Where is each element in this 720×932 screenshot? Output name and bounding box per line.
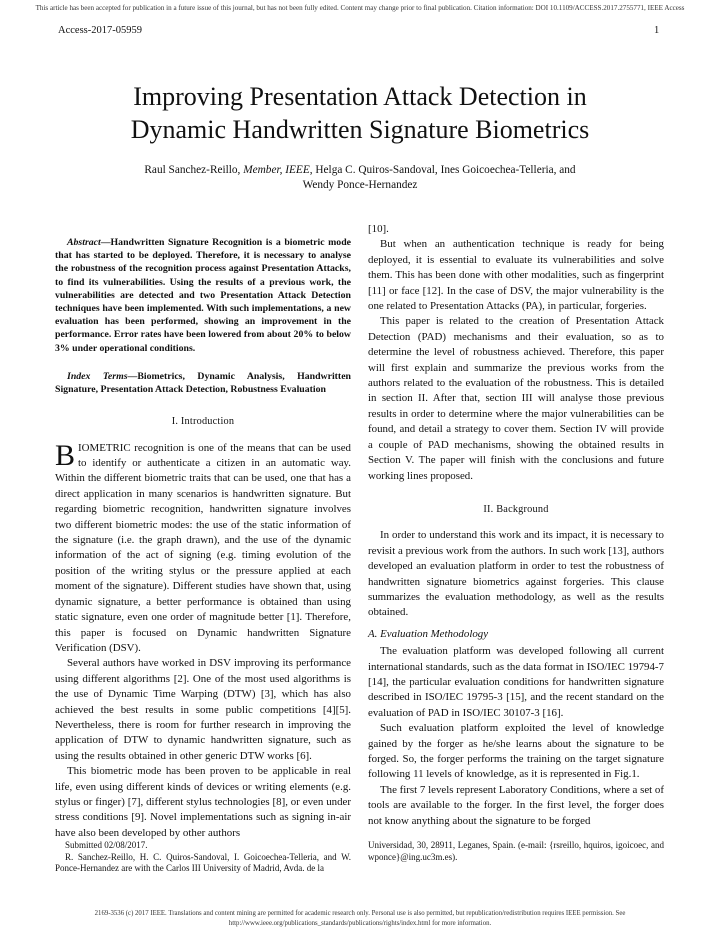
abstract <box>55 236 351 355</box>
authors-line-2: Wendy Ponce-Hernandez <box>302 179 418 191</box>
journal-status-note: This article has been accepted for publication in a future issue of this journal, but has not been fully edited. Content may change prior to final publication. Citation information: DOI 10.1109/ACCESS.2017.2755771, IEEE Access <box>35 4 685 12</box>
drop-cap: B <box>55 438 76 472</box>
intro-paragraph-3: This biometric mode has been proven to be applicable in real life, even using different kinds of devices or writing elements (e.g. stylus or finger) [7], different stylus technologies [8], or even under stress conditions [9]. Novel implementations such as signing in-air have also been developed by other authors <box>55 765 351 839</box>
authors-part-1: Raul Sanchez-Reillo, <box>144 164 244 176</box>
abstract-lead: Abstract <box>67 237 101 248</box>
intro-paragraph-4: But when an authentication technique is ready for being deployed, it is essential to evaluate its vulnerabilities and solve them. This has been done with other modalities, such as fingerprint [11] or face [12]. In the case of DSV, the major vulnerability is the one related to Presentation Attacks (PA), in particular, forgeries. <box>368 238 664 313</box>
author-list <box>80 163 640 193</box>
footnote-left <box>55 840 351 875</box>
subsection-heading-evaluation-methodology: A. Evaluation Methodology <box>368 627 489 640</box>
abstract-text: —Handwritten Signature Recognition is a biometric mode that has started to be deployed. Therefore, it is necessary to analyse the robustness of the recognition process against Presentation Attacks, to find its vulnerabilities. Using the results of a previous work, the vulnerabilities are detected and two Presentation Attack Detection techniques have been implemented. With such implementations, a new evaluation has been performed, showing an improvement in the performance. Error rates have been lowered from about 20% to below 3% under operational conditions. <box>55 237 351 354</box>
footnote-right <box>368 840 664 863</box>
author-affiliation-continued: Universidad, 30, 28911, Leganes, Spain. (e-mail: {rsreillo, hquiros, igoicoec, and wponce}@ing.uc3m.es). <box>368 840 664 862</box>
section-heading-introduction: I. Introduction <box>171 416 235 428</box>
page-number: 1 <box>654 25 660 36</box>
copyright-notice <box>0 909 720 929</box>
index-terms <box>55 370 351 396</box>
paper-title <box>60 80 660 146</box>
background-paragraph-4: The first 7 levels represent Laboratory Conditions, where a set of tools are available to the forger. In the first level, the forger does not know anything about the signature to be forged <box>368 783 664 827</box>
author-affiliation: R. Sanchez-Reillo, H. C. Quiros-Sandoval, I. Goicoechea-Telleria, and W. Ponce-Hernandez are with the Carlos III University of Madrid, Avda. de la <box>55 851 351 873</box>
author-membership: Member, IEEE <box>243 164 310 176</box>
title-line-2: Dynamic Handwritten Signature Biometrics <box>130 115 590 144</box>
intro-paragraph-1-text: IOMETRIC recognition is one of the means that can be used to identify or authenticate a citizen in an automatic way. Within the different biometric traits that can be used, one that has a direct application in many scenarios is handwritten signature. But regarding biometric recognition, handwritten signature involves two different biometric modes: the use of the static information of the signature (i.e. the graph drawn), and the use of the dynamic information of the act of signing (e.g. timing evolution of the position of the writing stylus or the pressure applied at each moment of the signature). Different studies have shown that, using dynamic signature, a better performance is obtained than using static signature, even one order of magnitude better [1]. Therefore, this paper is focused on Dynamic handwritten Signature Verification (DSV). <box>55 441 351 654</box>
copyright-line-1: 2169-3536 (c) 2017 IEEE. Translations and content mining are permitted for academic research only. Personal use is also permitted, but republication/redistribution requires IEEE permission. See <box>94 910 626 917</box>
background-paragraph-3: Such evaluation platform exploited the level of knowledge gained by the forger as he/she learns about the signature to be forged. So, the forger performs the training on the target signature following 11 levels of knowledge, as it is represented in Fig.1. <box>368 722 664 781</box>
right-column <box>368 222 664 829</box>
intro-paragraph-3-continued: [10]. <box>368 223 389 235</box>
authors-part-2: , Helga C. Quiros-Sandoval, Ines Goicoechea-Telleria, and <box>309 164 576 176</box>
copyright-line-2: http://www.ieee.org/publications_standards/publications/rights/index.html for more information. <box>228 920 492 927</box>
index-terms-lead: Index Terms <box>67 370 128 382</box>
left-column <box>55 222 351 841</box>
intro-paragraph-2: Several authors have worked in DSV improving its performance using different algorithms [2]. One of the most used algorithms is the use of Dynamic Time Warping (DTW) [3], which has also achieved the best results in some public competitions [4][5]. Nevertheless, there is room for further research in improving the application of DTW to dynamic handwritten signature, such as using the results obtained in other generic DTW works [6]. <box>55 657 351 762</box>
submission-date: Submitted 02/08/2017. <box>65 840 148 850</box>
background-paragraph-1: In order to understand this work and its impact, it is necessary to revisit a previous work from the authors. In such work [13], authors developed an evaluation platform in order to test the robustness of handwritten signature biometrics against forgeries. This clause summarizes the evaluation methodology, as well as the results obtained. <box>368 529 664 619</box>
manuscript-id: Access-2017-05959 <box>58 25 142 36</box>
title-line-1: Improving Presentation Attack Detection in <box>133 82 587 111</box>
background-paragraph-2: The evaluation platform was developed following all current international standards, such as the data format in ISO/IEC 19794-7 [14], the particular evaluation conditions for handwritten signature described in ISO/IEC 19795-3 [15], and the recent standard on the evaluation of PAD in ISO/IEC 30107-3 [16]. <box>368 645 664 719</box>
section-heading-background: II. Background <box>483 503 549 515</box>
intro-paragraph-1 <box>55 438 351 657</box>
index-terms-text: —Biometrics, Dynamic Analysis, Handwritten Signature, Presentation Attack Detection, Robustness Evaluation <box>55 370 351 396</box>
intro-paragraph-5: This paper is related to the creation of Presentation Attack Detection (PAD) mechanisms and their evaluation, so as to determine the level of robustness achieved. Therefore, this paper will first explain and summarize the previous works from the authors related to the evaluation of the robustness. This is detailed in section II. After that, section III will analyse those previous results in order to determine where the major vulnerabilities can be found, and detail a strategy to cover them. Section IV will provide a couple of PAD mechanisms, showing the obtained results in Section V. The paper will finish with the conclusions and future working lines proposed. <box>368 315 664 482</box>
